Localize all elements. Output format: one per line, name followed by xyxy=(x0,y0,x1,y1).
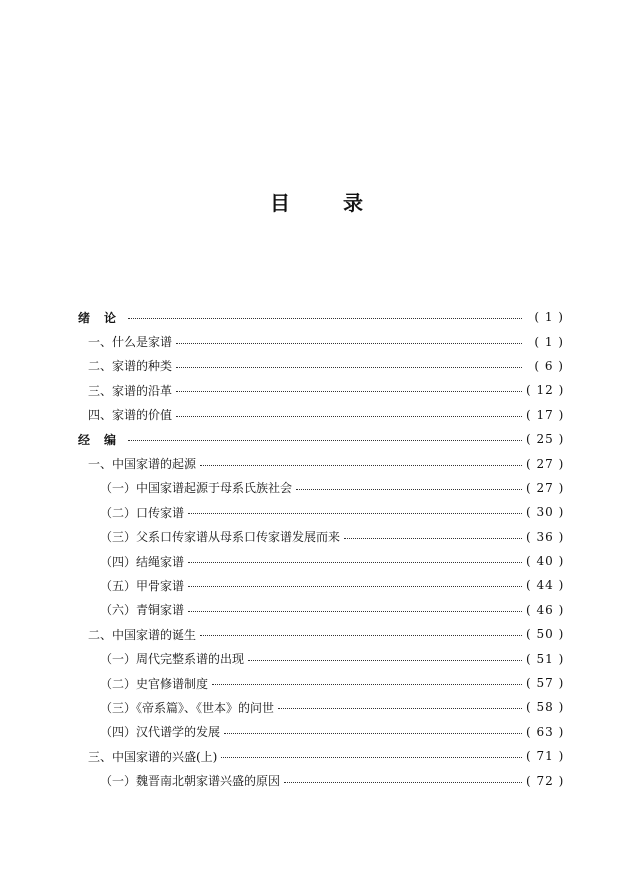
toc-entry-page-number: ( 6 ) xyxy=(534,358,564,373)
toc-entry-page-number: ( 51 ) xyxy=(526,651,565,666)
dot-leader xyxy=(221,756,522,758)
toc-entry-page-number: ( 72 ) xyxy=(526,773,565,788)
dot-leader xyxy=(188,585,522,587)
page-title xyxy=(0,187,634,216)
dot-leader xyxy=(188,512,522,514)
toc-entry-page-number: ( 12 ) xyxy=(526,383,565,398)
toc-entry-label: （二）史官修谱制度 xyxy=(100,676,209,691)
toc-entry-page-number: ( 71 ) xyxy=(526,749,565,764)
dot-leader xyxy=(296,488,522,490)
dot-leader xyxy=(128,439,522,441)
toc-entry[interactable] xyxy=(78,622,564,646)
toc-entry[interactable] xyxy=(78,329,564,353)
toc-entry-page-number: ( 58 ) xyxy=(526,700,565,715)
toc-entry-label: （三）父系口传家谱从母系口传家谱发展而来 xyxy=(100,530,341,545)
toc-entry[interactable] xyxy=(78,671,564,695)
dot-leader xyxy=(176,415,522,417)
toc-entry-page-number: ( 46 ) xyxy=(526,602,565,617)
toc-entry-page-number: ( 25 ) xyxy=(526,432,565,447)
toc-entry[interactable] xyxy=(78,744,564,768)
dot-leader xyxy=(248,659,522,661)
toc-entry-page-number: ( 30 ) xyxy=(526,505,565,520)
toc-entry-page-number: ( 44 ) xyxy=(526,578,565,593)
toc-entry[interactable] xyxy=(78,525,564,549)
dot-leader xyxy=(278,707,522,709)
toc-entry[interactable] xyxy=(78,476,564,500)
toc-entry-label: 二、中国家谱的诞生 xyxy=(88,627,197,642)
toc-entry-label: 四、家谱的价值 xyxy=(88,408,173,423)
dot-leader xyxy=(176,366,522,368)
dot-leader xyxy=(212,683,522,685)
dot-leader xyxy=(176,390,522,392)
title-char: 目 xyxy=(270,191,291,215)
dot-leader xyxy=(188,561,522,563)
title-char: 录 xyxy=(343,191,364,215)
toc-entry-page-number: ( 57 ) xyxy=(526,676,565,691)
dot-leader xyxy=(128,317,522,319)
dot-leader xyxy=(188,610,522,612)
toc-entry-label: 三、家谱的沿革 xyxy=(88,383,173,398)
toc-entry-label: （一）中国家谱起源于母系氏族社会 xyxy=(100,481,293,496)
toc-entry[interactable] xyxy=(78,720,564,744)
toc-entry-label: （五）甲骨家谱 xyxy=(100,578,185,593)
toc-entry-label: （四）汉代谱学的发展 xyxy=(100,725,221,740)
toc-entry-label: （四）结绳家谱 xyxy=(100,554,185,569)
dot-leader xyxy=(224,732,522,734)
toc-entry-label: 二、家谱的种类 xyxy=(88,359,173,374)
toc-entry[interactable] xyxy=(78,598,564,622)
toc-entry-label: （一）周代完整系谱的出现 xyxy=(100,652,245,667)
dot-leader xyxy=(200,464,522,466)
toc-entry[interactable] xyxy=(78,354,564,378)
toc-entry-label: 经编 xyxy=(78,432,131,447)
toc-entry-label: （六）青铜家谱 xyxy=(100,603,185,618)
toc-entry-label: 三、中国家谱的兴盛(上) xyxy=(88,749,218,764)
toc-entry-page-number: ( 50 ) xyxy=(526,627,565,642)
toc-entry[interactable] xyxy=(78,768,564,792)
toc-entry-page-number: ( 40 ) xyxy=(526,554,565,569)
toc-entry[interactable] xyxy=(78,695,564,719)
toc-entry-label: （三）《帝系篇》、《世本》的问世 xyxy=(100,700,275,715)
dot-leader xyxy=(284,781,522,783)
toc-entry-page-number: ( 27 ) xyxy=(526,480,565,495)
toc-entry-page-number: ( 1 ) xyxy=(534,334,564,349)
toc-entry[interactable] xyxy=(78,378,564,402)
toc-entry-label: （一）魏晋南北朝家谱兴盛的原因 xyxy=(100,774,281,789)
toc-entry-label: 绪论 xyxy=(78,310,131,325)
toc-entry-label: 一、什么是家谱 xyxy=(88,335,173,350)
toc-entry[interactable] xyxy=(78,305,564,329)
toc-entry-label: 一、中国家谱的起源 xyxy=(88,457,197,472)
toc-entry[interactable] xyxy=(78,427,564,451)
toc-entry-page-number: ( 36 ) xyxy=(526,529,565,544)
dot-leader xyxy=(176,342,522,344)
dot-leader xyxy=(344,537,522,539)
toc-entry-page-number: ( 1 ) xyxy=(534,310,564,325)
toc-entry[interactable] xyxy=(78,573,564,597)
toc-entry-page-number: ( 63 ) xyxy=(526,724,565,739)
table-of-contents xyxy=(78,305,564,793)
toc-entry[interactable] xyxy=(78,646,564,670)
toc-entry[interactable] xyxy=(78,500,564,524)
toc-entry-page-number: ( 17 ) xyxy=(526,407,565,422)
toc-entry[interactable] xyxy=(78,451,564,475)
dot-leader xyxy=(200,634,522,636)
toc-entry[interactable] xyxy=(78,549,564,573)
toc-entry[interactable] xyxy=(78,403,564,427)
toc-entry-page-number: ( 27 ) xyxy=(526,456,565,471)
toc-entry-label: （二）口传家谱 xyxy=(100,505,185,520)
